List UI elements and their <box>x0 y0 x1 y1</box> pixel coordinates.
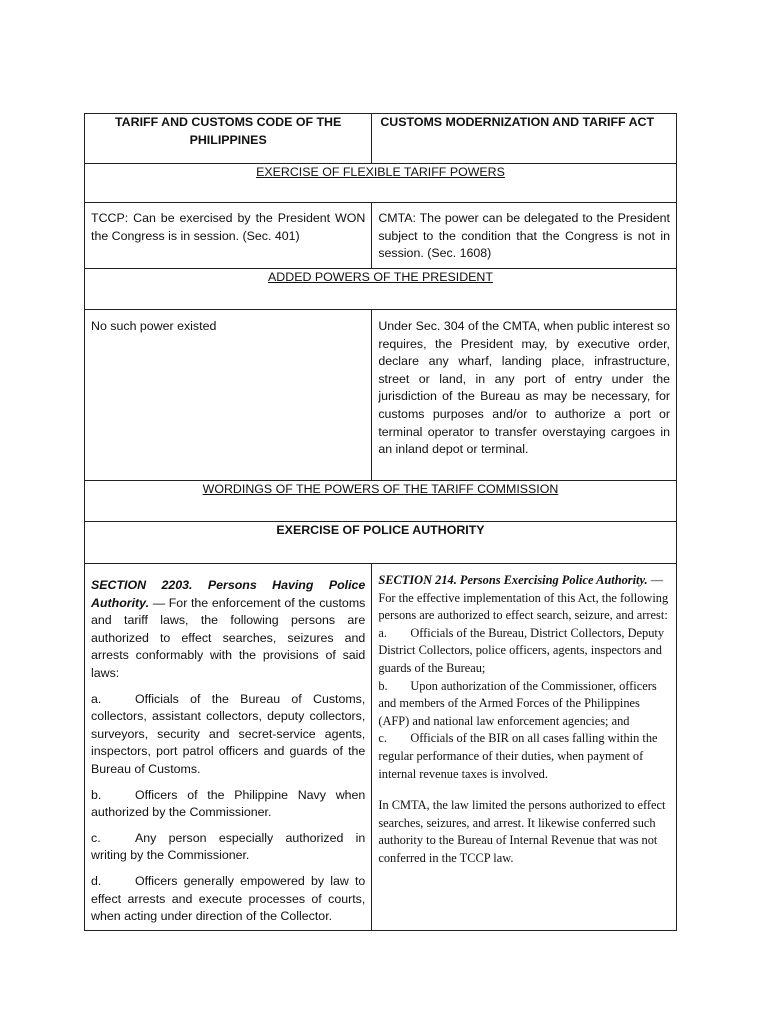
section-row-added-powers <box>85 269 677 310</box>
flexible-tariff-tccp: TCCP: Can be exercised by the President WON the Congress is in session. (Sec. 401) <box>85 203 372 269</box>
police-authority-tccp <box>85 564 372 931</box>
section-row-flexible-tariff <box>85 164 677 203</box>
section-row-police-authority <box>85 522 677 564</box>
cmta-note: In CMTA, the law limited the persons authorized to effect searches, seizures, and arrest. It likewise conferred such authority to the Bureau of Internal Revenue that was not conferred in the TCCP law. <box>378 798 666 865</box>
comparison-table <box>84 113 677 931</box>
cmta-section-214 <box>378 572 670 625</box>
tccp-item-b: b. Officers of the Philippine Navy when authorized by the Commissioner. <box>91 787 366 820</box>
tccp-section-intro: — For the enforcement of the customs and tariff laws, the following persons are authorized to effect searches, seizures and arrests conformably with the provisions of said laws: <box>91 595 366 680</box>
section-title-police-authority: EXERCISE OF POLICE AUTHORITY <box>85 522 677 564</box>
police-authority-cmta <box>372 564 677 931</box>
added-powers-cmta: Under Sec. 304 of the CMTA, when public interest so requires, the President may, by executive order, declare any wharf, landing place, infrastructure, street or land, in any port of entry under the jurisdiction of the Bureau as may be necessary, for customs purposes and/or to authorize a port or terminal operator to transfer overstaying cargoes in an inland depot or terminal. <box>372 310 677 481</box>
header-cmta: CUSTOMS MODERNIZATION AND TARIFF ACT <box>372 114 677 164</box>
table-header-row <box>85 114 677 164</box>
cmta-item-a: a. Officials of the Bureau, District Collectors, Deputy District Collectors, police officers, agents, inspectors and guards of the Bureau; <box>378 625 665 675</box>
police-authority-row <box>85 564 677 931</box>
cmta-item-c: c. Officials of the BIR on all cases falling within the regular performance of their duties, when payment of internal revenue taxes is involved. <box>378 731 658 781</box>
tccp-section-2203 <box>91 577 365 683</box>
section-title-added-powers: ADDED POWERS OF THE PRESIDENT <box>85 269 677 310</box>
tccp-item-a: a. Officials of the Bureau of Customs, collectors, assistant collectors, deputy collectors, surveyors, security and secret-service agents, inspectors, port patrol officers and guards of the Bureau of Customs. <box>91 691 366 776</box>
tccp-item-d: d. Officers generally empowered by law to effect arrests and execute processes of courts, when acting under direction of the Collector. <box>91 873 366 924</box>
tccp-item-c: c. Any person especially authorized in writing by the Commissioner. <box>91 830 366 863</box>
added-powers-tccp: No such power existed <box>85 310 372 481</box>
cmta-item-b: b. Upon authorization of the Commissioner, officers and members of the Armed Forces of the Philippines (AFP) and national law enforcement agencies; and <box>378 678 657 728</box>
cmta-section-heading: SECTION 214. Persons Exercising Police Authority. <box>378 573 648 587</box>
tccp-section-heading: SECTION 2203. Persons Having Police Authority. <box>91 578 366 610</box>
section-row-tariff-commission <box>85 481 677 522</box>
flexible-tariff-cmta: CMTA: The power can be delegated to the President subject to the condition that the Congress is not in session. (Sec. 1608) <box>372 203 677 269</box>
section-title-tariff-commission: WORDINGS OF THE POWERS OF THE TARIFF COMMISSION <box>85 481 677 522</box>
added-powers-row <box>85 310 677 481</box>
header-tccp: TARIFF AND CUSTOMS CODE OF THE PHILIPPINES <box>85 114 372 164</box>
section-title-flexible-tariff: EXERCISE OF FLEXIBLE TARIFF POWERS <box>85 164 677 203</box>
cmta-section-intro: — For the effective implementation of this Act, the following persons are authorized to effect search, seizure, and arrest: <box>378 573 669 623</box>
flexible-tariff-row <box>85 203 677 269</box>
